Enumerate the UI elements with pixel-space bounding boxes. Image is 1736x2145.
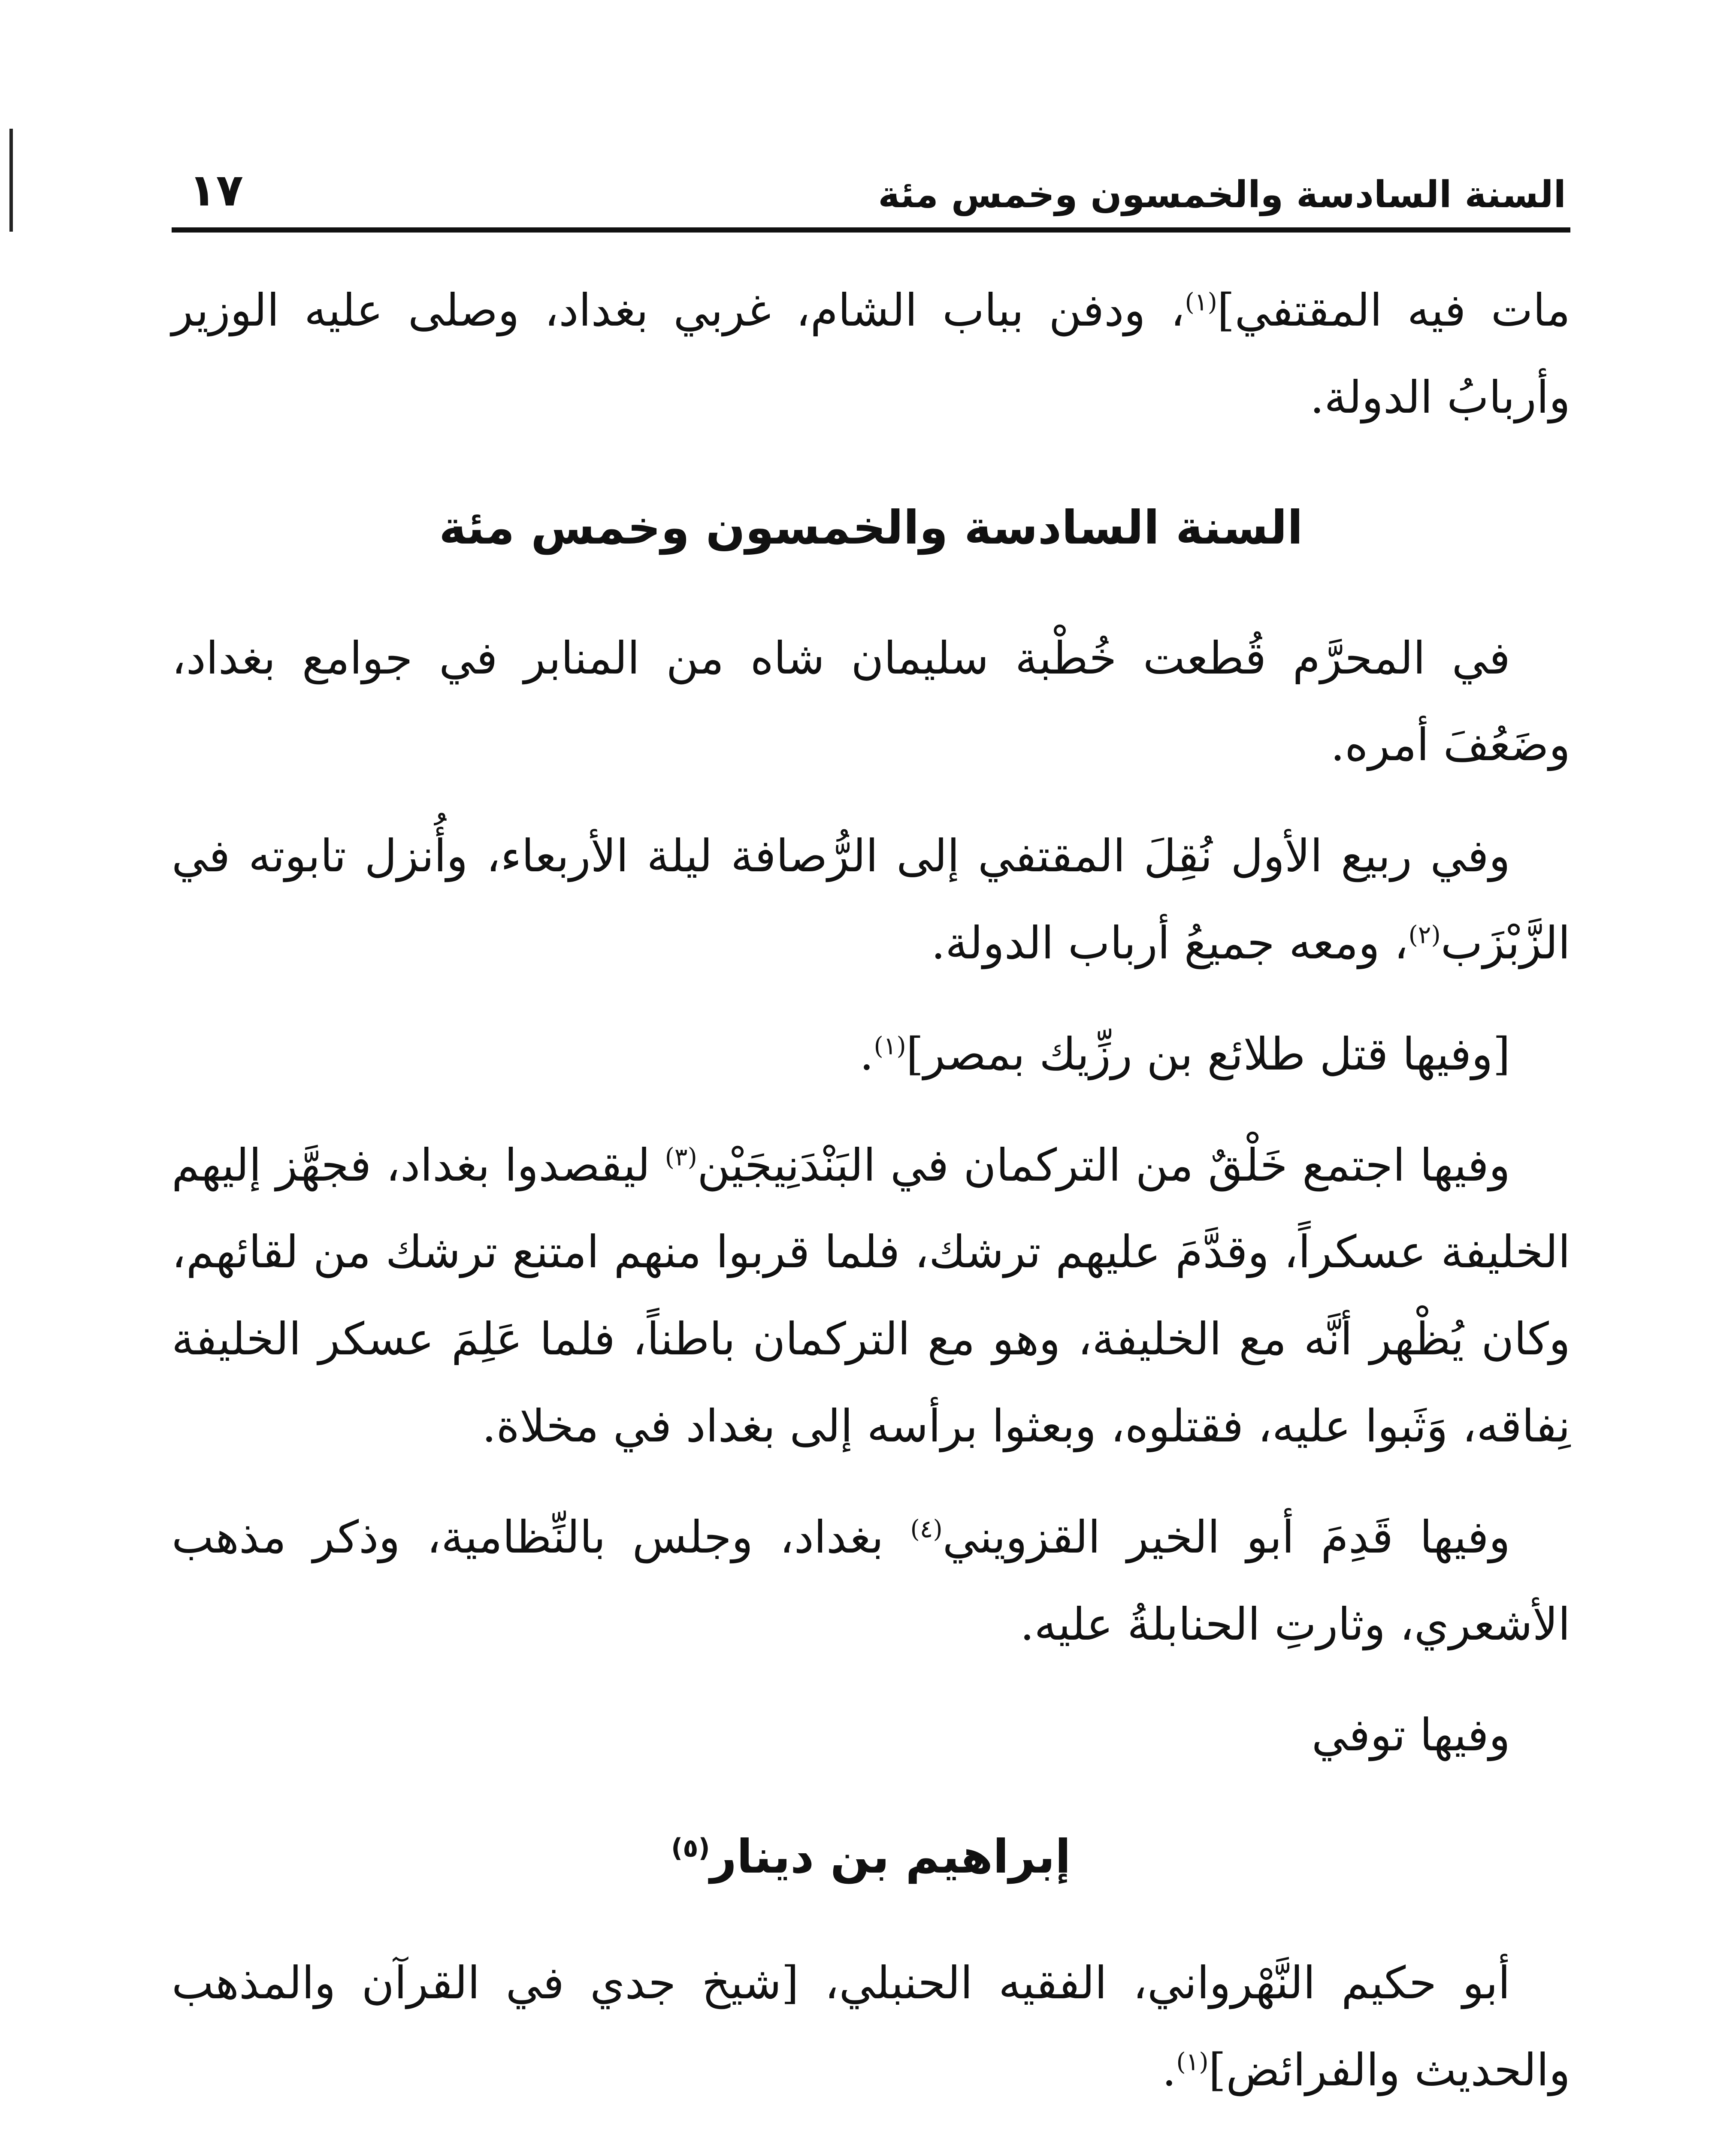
footnote-ref: (١) xyxy=(874,1032,906,1060)
page-number: ١٧ xyxy=(189,164,243,216)
text-run: مات فيه المقتفي] xyxy=(1217,284,1570,336)
running-header xyxy=(172,129,1570,233)
main-text xyxy=(172,267,1570,2114)
text-run: ليقصدوا بغداد، فجهَّز إليهم الخليفة عسكراً، وقدَّمَ عليهم ترشك، فلما قربوا منهم امتنع ترشك من لقائهم، وكان يُظْهر أنَّه مع الخليفة، وهو مع التركمان باطناً، فلما عَلِمَ عسكر الخليفة نِفاقه، وَثَبوا عليه، فقتلوه، وبعثوا برأسه إلى بغداد في مخلاة. xyxy=(172,1139,1570,1452)
scan-edge-mark xyxy=(9,129,13,232)
footnote-ref: (١) xyxy=(1176,2048,1209,2076)
footnote-ref: (١) xyxy=(1185,288,1217,317)
text-run: ، ومعه جميعُ أرباب الدولة. xyxy=(931,916,1409,969)
text-run: وفيها قَدِمَ أبو الخير القزويني xyxy=(942,1511,1510,1563)
heading-text: إبراهيم بن دينار xyxy=(710,1830,1071,1884)
footnote-ref: (٥) xyxy=(671,1834,710,1864)
text-run: بغداد، وجلس بالنِّظامية، وذكر مذهب الأشعري، وثارتِ الحنابلةُ عليه. xyxy=(172,1511,1570,1650)
text-run: ، ودفن بباب الشام، غربي بغداد، وصلى عليه الوزير وأربابُ الدولة. xyxy=(172,284,1570,423)
section-heading-year: السنة السادسة والخمسون وخمس مئة xyxy=(439,501,1303,555)
paragraph-talai xyxy=(172,1011,1570,1098)
paragraph-muharram: في المحرَّم قُطعت خُطْبة سليمان شاه من المنابر في جوامع بغداد، وضَعُفَ أمره. xyxy=(172,631,1570,771)
section-heading-person xyxy=(172,1830,1570,1884)
running-title: السنة السادسة والخمسون وخمس مئة xyxy=(878,173,1566,216)
text-run: . xyxy=(1162,2043,1176,2096)
paragraph-continuation xyxy=(172,267,1570,441)
text-run: وفيها اجتمع خَلْقٌ من التركمان في البَنْدَنِيجَيْن xyxy=(697,1139,1511,1191)
text-run: وفي ربيع الأول نُقِلَ المقتفي إلى الرُّصافة ليلة الأربعاء، وأُنزل تابوته في الزَّبْزَب xyxy=(172,830,1570,969)
text-run: أبو حكيم النَّهْرواني، الفقيه الحنبلي، [شيخ جدي في القرآن والمذهب والحديث والفرائض] xyxy=(172,1957,1570,2096)
text-run: [وفيها قتل طلائع بن رزِّيك بمصر] xyxy=(906,1027,1510,1080)
paragraph-rabi xyxy=(172,813,1570,987)
paragraph-turkmen xyxy=(172,1122,1570,1470)
paragraph-biography xyxy=(172,1940,1570,2114)
paragraph-deaths-intro: وفيها توفي xyxy=(1311,1709,1510,1761)
paragraph-qazwini xyxy=(172,1494,1570,1668)
footnote-ref: (٤) xyxy=(910,1515,943,1544)
footnote-ref: (٢) xyxy=(1408,921,1441,949)
footnote-ref: (٣) xyxy=(665,1142,697,1171)
text-run: . xyxy=(859,1027,874,1080)
book-page xyxy=(172,129,1570,2145)
